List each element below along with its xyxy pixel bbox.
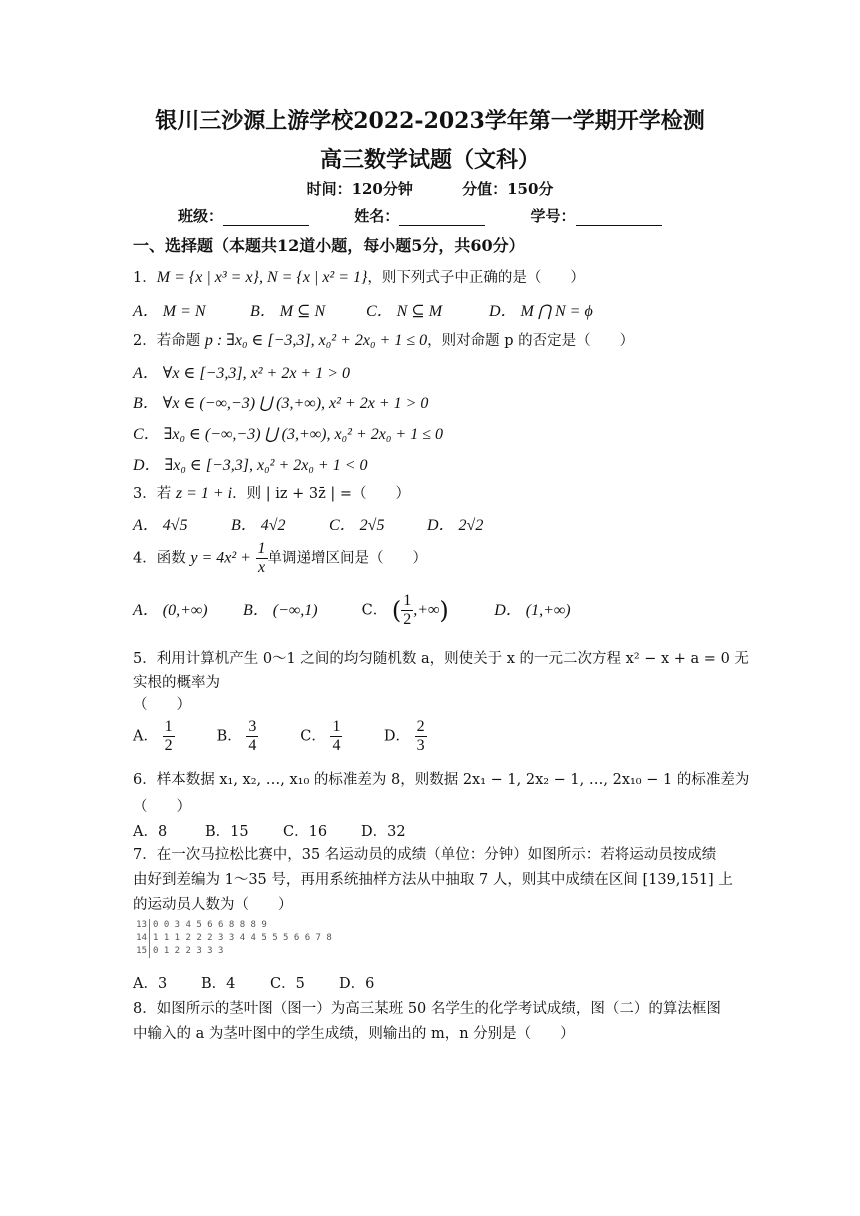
q3-option-b: B． 4√2: [231, 517, 286, 534]
q4-option-c: C． ( $\frac{1}{2}$ ,+∞): [361, 592, 449, 628]
q2-formula: p : ∃x₀ ∈ [−3,3], x₀² + 2x₀ + 1 ≤ 0: [204, 332, 428, 349]
q4-formula: y = 4x² +: [190, 549, 251, 567]
q1-stem: [133, 266, 585, 287]
id-blank[interactable]: [576, 209, 662, 226]
q3-option-a: A． 4√5: [133, 517, 188, 534]
q7-line2: 由好到差编为 1～35 号，再用系统抽样方法从中抽取 7 人，则其中成绩在区间 [139,151] 上: [133, 872, 733, 888]
q7-option-b: B．4: [201, 976, 236, 992]
q3-option-d: D． 2√2: [427, 517, 484, 534]
name-blank[interactable]: [399, 209, 485, 226]
q4-options: [133, 592, 571, 629]
q2-text: ，则对命题 p 的否定是（ ）: [427, 333, 635, 349]
q4-stem: [133, 540, 427, 577]
q2-stem: [133, 329, 634, 350]
exam-title: 银川三沙源上游学校2022-2023学年第一学期开学检测: [155, 108, 705, 134]
q5-option-c: C． $\frac{1}{4}$: [300, 718, 341, 754]
q5-options: [133, 718, 427, 755]
q3-formula: z = 1 + i: [175, 485, 233, 502]
q5-option-b: B． $\frac{3}{4}$: [216, 718, 257, 754]
q6-option-c: C．16: [283, 824, 328, 840]
q4-fraction: $\frac{1}{x}$: [257, 540, 266, 576]
stem-row: 15 0 1 2 2 3 3 3: [133, 945, 332, 958]
q6-option-a: A．8: [133, 824, 168, 840]
exam-time: 时间：120分钟: [306, 180, 413, 198]
q5-line1: 5．利用计算机产生 0～1 之间的均匀随机数 a，则使关于 x 的一元二次方程 x² − x + a = 0 无: [133, 651, 749, 667]
q3-text: ．则 | iz + 3z̄ | =（ ）: [232, 486, 410, 502]
q3-options: [133, 512, 483, 535]
stem-row: 14 1 1 1 2 2 2 3 3 4 4 5 5 5 6 6 7 8: [133, 932, 332, 945]
q1-formula: M = {x | x³ = x}, N = {x | x² = 1}: [156, 269, 368, 286]
q7-options: [133, 972, 374, 993]
q7-line3: 的运动员人数为（ ）: [133, 897, 293, 913]
stem-row: 13 0 0 3 4 5 6 6 8 8 8 9: [133, 919, 332, 932]
class-blank[interactable]: [223, 209, 309, 226]
q1-option-c: C． N ⊆ M: [366, 303, 443, 320]
stem-leaf-plot: [133, 919, 332, 958]
q2-number: 2．若命题: [133, 333, 205, 349]
q3-stem: [133, 482, 410, 503]
q5-option-d: D． $\frac{2}{3}$: [383, 718, 425, 754]
student-info: [178, 205, 702, 226]
exam-subtitle: 高三数学试题（文科）: [319, 147, 540, 173]
exam-meta: [0, 178, 860, 199]
q1-option-a: A． M = N: [133, 303, 206, 320]
q1-text: ，则下列式子中正确的是（ ）: [367, 270, 585, 286]
q8-line1: 8．如图所示的茎叶图（图一）为高三某班 50 名学生的化学考试成绩，图（二）的算法框图: [133, 1001, 721, 1017]
exam-score: 分值：150分: [462, 180, 554, 198]
q6-options: [133, 820, 406, 841]
q6-line1: 6．样本数据 x₁, x₂, …, x₁₀ 的标准差为 8，则数据 2x₁ − 1, 2x₂ − 1, …, 2x₁₀ − 1 的标准差为: [133, 772, 750, 788]
q7-option-a: A．3: [133, 976, 168, 992]
section-heading: 一、选择题（本题共12道小题，每小题5分，共60分）: [133, 236, 525, 255]
q1-option-b: B． M ⊆ N: [250, 303, 326, 320]
q2-option-a: A． ∀x ∈ [−3,3], x² + 2x + 1 > 0: [133, 365, 351, 382]
q5-line3: （ ）: [133, 697, 191, 713]
class-label: 班级：: [178, 207, 224, 225]
q4-option-b: B． (−∞,1): [243, 601, 318, 619]
q6-option-b: B．15: [205, 824, 249, 840]
q7-option-c: C．5: [270, 976, 305, 992]
q5-option-a: A． $\frac{1}{2}$: [133, 718, 173, 754]
q1-number: 1．: [133, 270, 157, 286]
q2-option-c: C． ∃x₀ ∈ (−∞,−3) ⋃ (3,+∞), x₀² + 2x₀ + 1 ≤ 0: [133, 426, 444, 443]
q4-option-a: A． (0,+∞): [133, 601, 208, 619]
name-label: 姓名：: [354, 207, 400, 225]
q4-number: 4．函数: [133, 550, 191, 567]
q4-option-d: D． (1,+∞): [494, 601, 571, 619]
q7-line1: 7．在一次马拉松比赛中，35 名运动员的成绩（单位：分钟）如图所示：若将运动员按成绩: [133, 847, 717, 863]
q6-line2: （ ）: [133, 799, 191, 815]
q3-number: 3．若: [133, 486, 176, 502]
q2-option-b: B． ∀x ∈ (−∞,−3) ⋃ (3,+∞), x² + 2x + 1 > 0: [133, 395, 429, 412]
id-label: 学号：: [530, 207, 576, 225]
q6-option-d: D．32: [361, 824, 406, 840]
q7-option-d: D．6: [339, 976, 375, 992]
q3-option-c: C． 2√5: [329, 517, 385, 534]
q1-option-d: D． M ⋂ N = ϕ: [489, 303, 593, 320]
q8-line2: 中输入的 a 为茎叶图中的学生成绩，则输出的 m，n 分别是（ ）: [133, 1026, 575, 1042]
q2-option-d: D． ∃x₀ ∈ [−3,3], x₀² + 2x₀ + 1 < 0: [133, 457, 368, 474]
q5-line2: 实根的概率为: [133, 675, 220, 691]
q1-options: [133, 298, 593, 321]
q4-text: 单调递增区间是（ ）: [267, 550, 428, 567]
